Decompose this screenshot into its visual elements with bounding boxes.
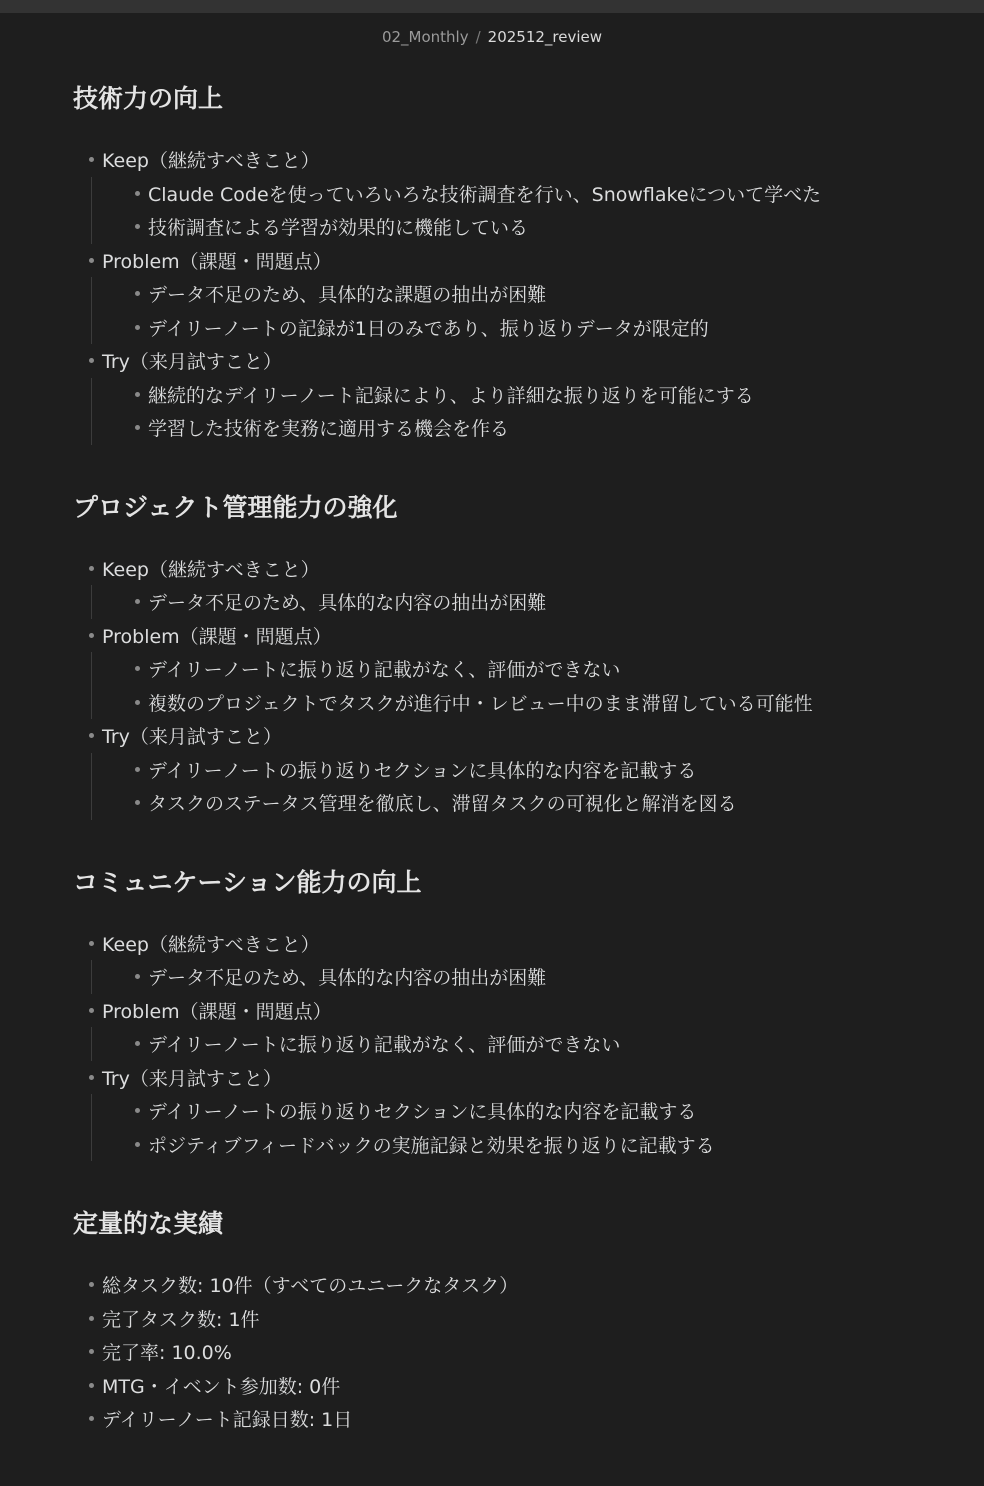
section-heading: プロジェクト管理能力の強化 xyxy=(73,492,398,522)
list-item-text: ポジティブフィードバックの実施記録と効果を振り返りに記載する xyxy=(148,1134,715,1157)
list-item-text: データ不足のため、具体的な課題の抽出が困難 xyxy=(148,284,547,307)
bullet-icon xyxy=(135,700,140,705)
list-item-text: MTG・イベント参加数: 0件 xyxy=(102,1375,341,1398)
list-item xyxy=(135,753,933,787)
bullet-icon xyxy=(89,358,94,363)
section-project-management xyxy=(73,491,933,820)
note-content[interactable] xyxy=(73,70,933,1482)
list-item-keep xyxy=(73,143,933,244)
list-item-text: デイリーノートの振り返りセクションに具体的な内容を記載する xyxy=(148,759,697,782)
list-item-text: 総タスク数: 10件（すべてのユニークなタスク） xyxy=(102,1275,519,1298)
bullet-icon xyxy=(135,325,140,330)
bullet-icon xyxy=(135,425,140,430)
bullet-icon xyxy=(135,1041,140,1046)
nested-list xyxy=(91,753,933,820)
list-item xyxy=(135,1094,933,1128)
list-item-text: デイリーノートに振り返り記載がなく、評価ができない xyxy=(148,659,621,682)
bullet-icon xyxy=(89,566,94,571)
metric-meetings xyxy=(73,1369,933,1403)
bullet-icon xyxy=(89,941,94,946)
bullet-icon xyxy=(89,1349,94,1354)
list-item-text: デイリーノートの振り返りセクションに具体的な内容を記載する xyxy=(148,1101,697,1124)
bullet-icon xyxy=(89,1075,94,1080)
metric-completion-rate xyxy=(73,1335,933,1369)
bullet-icon xyxy=(135,291,140,296)
nested-list xyxy=(91,1094,933,1161)
bullet-icon xyxy=(135,1142,140,1147)
breadcrumb xyxy=(0,27,984,47)
list-item-label: Keep（継続すべきこと） xyxy=(102,558,320,581)
list-item xyxy=(135,411,933,445)
list-item-keep xyxy=(73,552,933,619)
nested-list xyxy=(91,1027,933,1061)
kpt-list xyxy=(73,552,933,820)
bullet-icon xyxy=(89,258,94,263)
bullet-icon xyxy=(89,1282,94,1287)
list-item-text: タスクのステータス管理を徹底し、滞留タスクの可視化と解消を図る xyxy=(148,793,737,816)
bullet-icon xyxy=(135,1108,140,1113)
list-item-text: 継続的なデイリーノート記録により、より詳細な振り返りを可能にする xyxy=(148,384,754,407)
list-item-problem xyxy=(73,244,933,345)
nested-list xyxy=(91,378,933,445)
bullet-icon xyxy=(89,1316,94,1321)
list-item xyxy=(135,1128,933,1162)
bullet-icon xyxy=(135,800,140,805)
nested-list xyxy=(91,177,933,244)
list-item-label: Keep（継続すべきこと） xyxy=(102,933,320,956)
nested-list xyxy=(91,652,933,719)
list-item-text: 複数のプロジェクトでタスクが進行中・レビュー中のまま滞留している可能性 xyxy=(148,692,813,715)
list-item xyxy=(135,311,933,345)
bullet-icon xyxy=(135,974,140,979)
list-item-text: デイリーノートに振り返り記載がなく、評価ができない xyxy=(148,1034,621,1057)
section-heading: 定量的な実績 xyxy=(73,1209,224,1238)
list-item xyxy=(135,277,933,311)
list-item-keep xyxy=(73,927,933,994)
list-item xyxy=(135,686,933,720)
list-item xyxy=(135,652,933,686)
list-item xyxy=(135,786,933,820)
bullet-icon xyxy=(89,733,94,738)
breadcrumb-current[interactable]: 202512_review xyxy=(487,28,603,46)
bullet-icon xyxy=(89,1416,94,1421)
list-item xyxy=(135,1027,933,1061)
list-item-label: Problem（課題・問題点） xyxy=(102,625,332,648)
list-item xyxy=(135,210,933,244)
list-item-try xyxy=(73,344,933,445)
kpt-list xyxy=(73,143,933,445)
bullet-icon xyxy=(89,1008,94,1013)
section-heading: 技術力の向上 xyxy=(73,84,224,113)
metric-total-tasks xyxy=(73,1268,933,1302)
bullet-icon xyxy=(135,599,140,604)
list-item-label: Problem（課題・問題点） xyxy=(102,1000,332,1023)
bullet-icon xyxy=(89,157,94,162)
list-item-text: 技術調査による学習が効果的に機能している xyxy=(148,217,529,240)
breadcrumb-separator: / xyxy=(475,28,481,46)
list-item-text: 完了タスク数: 1件 xyxy=(102,1308,260,1331)
list-item-text: データ不足のため、具体的な内容の抽出が困難 xyxy=(148,967,547,990)
nested-list xyxy=(91,277,933,344)
list-item-try xyxy=(73,1061,933,1162)
section-heading: コミュニケーション能力の向上 xyxy=(73,867,422,897)
list-item-label: Keep（継続すべきこと） xyxy=(102,150,320,173)
list-item-text: 学習した技術を実務に適用する機会を作る xyxy=(148,418,510,441)
list-item-try xyxy=(73,719,933,820)
section-communication xyxy=(73,866,933,1162)
list-item xyxy=(135,378,933,412)
metric-daily-notes xyxy=(73,1402,933,1436)
list-item-label: Try（来月試すこと） xyxy=(102,351,282,374)
nested-list xyxy=(91,960,933,994)
list-item-label: Try（来月試すこと） xyxy=(102,726,282,749)
list-item-problem xyxy=(73,994,933,1061)
section-metrics xyxy=(73,1207,933,1436)
list-item-text: 完了率: 10.0% xyxy=(102,1342,232,1365)
list-item-text: データ不足のため、具体的な内容の抽出が困難 xyxy=(148,592,547,615)
list-item xyxy=(135,585,933,619)
metrics-list xyxy=(73,1268,933,1436)
metric-completed-tasks xyxy=(73,1302,933,1336)
bullet-icon xyxy=(135,224,140,229)
list-item-label: Problem（課題・問題点） xyxy=(102,250,332,273)
window-top-bar xyxy=(0,0,984,13)
list-item-text: デイリーノートの記録が1日のみであり、振り返りデータが限定的 xyxy=(148,317,709,340)
list-item xyxy=(135,960,933,994)
list-item-label: Try（来月試すこと） xyxy=(102,1067,282,1090)
kpt-list xyxy=(73,927,933,1162)
list-item-problem xyxy=(73,619,933,720)
bullet-icon xyxy=(89,633,94,638)
list-item-text: Claude Codeを使っていろいろな技術調査を行い、Snowflakeについて学べた xyxy=(148,183,822,206)
bullet-icon xyxy=(135,191,140,196)
bullet-icon xyxy=(135,666,140,671)
list-item xyxy=(135,177,933,211)
bullet-icon xyxy=(135,392,140,397)
section-technical-skills xyxy=(73,82,933,445)
nested-list xyxy=(91,585,933,619)
breadcrumb-parent[interactable]: 02_Monthly xyxy=(381,28,469,46)
bullet-icon xyxy=(135,767,140,772)
bullet-icon xyxy=(89,1383,94,1388)
list-item-text: デイリーノート記録日数: 1日 xyxy=(102,1409,353,1432)
